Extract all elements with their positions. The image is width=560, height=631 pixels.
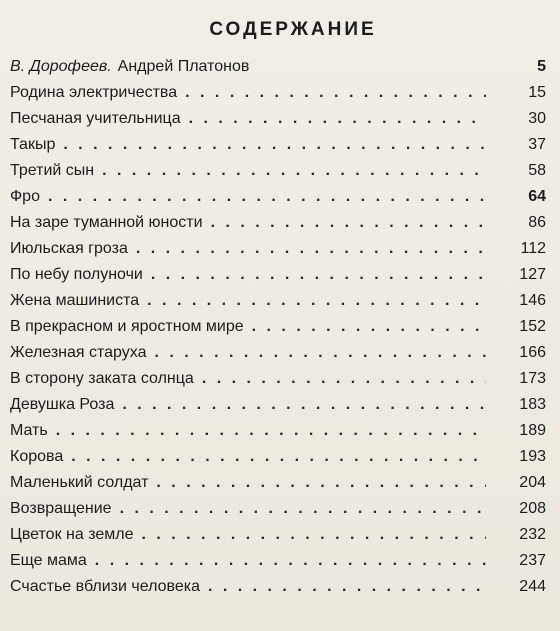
toc-entry-page-number: 64 bbox=[528, 188, 546, 205]
toc-dot-leader bbox=[116, 496, 486, 522]
toc-entry-page-number: 208 bbox=[519, 500, 546, 517]
toc-entry-page-number: 152 bbox=[519, 318, 546, 335]
toc-entry bbox=[10, 132, 546, 158]
toc-entry bbox=[10, 366, 546, 392]
toc-entry bbox=[10, 418, 546, 444]
toc-entry bbox=[10, 158, 546, 184]
toc-entry-title: Железная старуха bbox=[10, 344, 147, 361]
toc-entry-page-number: 244 bbox=[519, 578, 546, 595]
toc-entry-page-number: 58 bbox=[528, 162, 546, 179]
toc-entry-page-number: 15 bbox=[528, 84, 546, 101]
toc-dot-leader bbox=[152, 470, 486, 496]
toc-entry-title: Третий сын bbox=[10, 162, 95, 179]
toc-entry-page-number: 86 bbox=[528, 214, 546, 231]
toc-entry bbox=[10, 470, 546, 496]
toc-entry-title: Маленький солдат bbox=[10, 474, 149, 491]
toc-dot-leader bbox=[137, 522, 486, 548]
toc-entry-title: По небу полуночи bbox=[10, 266, 143, 283]
toc-entry-page-number: 193 bbox=[519, 448, 546, 465]
toc-entry-title: Корова bbox=[10, 448, 64, 465]
toc-entry-title: Еще мама bbox=[10, 552, 87, 569]
toc-dot-leader bbox=[118, 392, 486, 418]
toc-entry-page-number: 37 bbox=[528, 136, 546, 153]
toc-entry-title: Фро bbox=[10, 188, 40, 205]
toc-dot-leader bbox=[91, 548, 486, 574]
toc-dot-leader bbox=[204, 574, 486, 600]
toc-entry-page-number: 204 bbox=[519, 474, 546, 491]
toc-entry-title: Андрей Платонов bbox=[117, 58, 250, 75]
toc-entry bbox=[10, 574, 546, 600]
toc-dot-leader bbox=[67, 444, 486, 470]
toc-entry-title: В прекрасном и яростном мире bbox=[10, 318, 244, 335]
toc-entry-title: Родина электричества bbox=[10, 84, 178, 101]
toc-dot-leader bbox=[248, 314, 486, 340]
toc-entry-page-number: 5 bbox=[537, 58, 546, 75]
toc-entry-title: Мать bbox=[10, 422, 48, 439]
toc-entry-title: Жена машиниста bbox=[10, 292, 140, 309]
toc-entry bbox=[10, 496, 546, 522]
toc-dot-leader bbox=[198, 366, 486, 392]
toc-entry-page-number: 237 bbox=[519, 552, 546, 569]
toc-dot-leader bbox=[185, 106, 486, 132]
toc-entry bbox=[10, 314, 546, 340]
toc-entry bbox=[10, 548, 546, 574]
toc-entry bbox=[10, 288, 546, 314]
toc-entry-author: В. Дорофеев. bbox=[10, 58, 112, 75]
toc-entry bbox=[10, 236, 546, 262]
toc-entry bbox=[10, 262, 546, 288]
toc-entry-page-number: 173 bbox=[519, 370, 546, 387]
toc-entry bbox=[10, 210, 546, 236]
toc-dot-leader bbox=[52, 418, 486, 444]
toc-entry-title: Счастье вблизи человека bbox=[10, 578, 200, 595]
toc-dot-leader bbox=[143, 288, 486, 314]
toc-entry-page-number: 30 bbox=[528, 110, 546, 127]
toc-entry bbox=[10, 392, 546, 418]
toc-entry bbox=[10, 340, 546, 366]
toc-entry bbox=[10, 522, 546, 548]
toc-dot-leader bbox=[98, 158, 486, 184]
toc-dot-leader bbox=[59, 132, 486, 158]
toc-entry-title: Возвращение bbox=[10, 500, 112, 517]
toc-entry bbox=[10, 54, 546, 80]
toc-list bbox=[10, 54, 546, 600]
toc-entry-title: Песчаная учительница bbox=[10, 110, 181, 127]
toc-dot-leader bbox=[147, 262, 486, 288]
toc-entry-page-number: 127 bbox=[519, 266, 546, 283]
toc-entry-title: Девушка Роза bbox=[10, 396, 115, 413]
toc-entry-page-number: 189 bbox=[519, 422, 546, 439]
toc-dot-leader bbox=[151, 340, 487, 366]
toc-entry-title: Такыр bbox=[10, 136, 56, 153]
toc-entry-title: На заре туманной юности bbox=[10, 214, 203, 231]
toc-dot-leader bbox=[181, 80, 486, 106]
toc-entry bbox=[10, 444, 546, 470]
toc-entry-title: Июльская гроза bbox=[10, 240, 128, 257]
toc-entry-page-number: 166 bbox=[519, 344, 546, 361]
toc-entry-page-number: 183 bbox=[519, 396, 546, 413]
toc-dot-leader bbox=[207, 210, 486, 236]
toc-entry-title: В сторону заката солнца bbox=[10, 370, 194, 387]
toc-entry-page-number: 232 bbox=[519, 526, 546, 543]
page-title: СОДЕРЖАНИЕ bbox=[209, 19, 377, 40]
toc-dot-leader bbox=[44, 184, 486, 210]
toc-entry bbox=[10, 184, 546, 210]
toc-entry-title: Цветок на земле bbox=[10, 526, 134, 543]
toc-entry bbox=[10, 106, 546, 132]
toc-entry-page-number: 112 bbox=[520, 240, 546, 257]
toc-dot-leader bbox=[132, 236, 486, 262]
toc-entry bbox=[10, 80, 546, 106]
toc-entry-page-number: 146 bbox=[519, 292, 546, 309]
